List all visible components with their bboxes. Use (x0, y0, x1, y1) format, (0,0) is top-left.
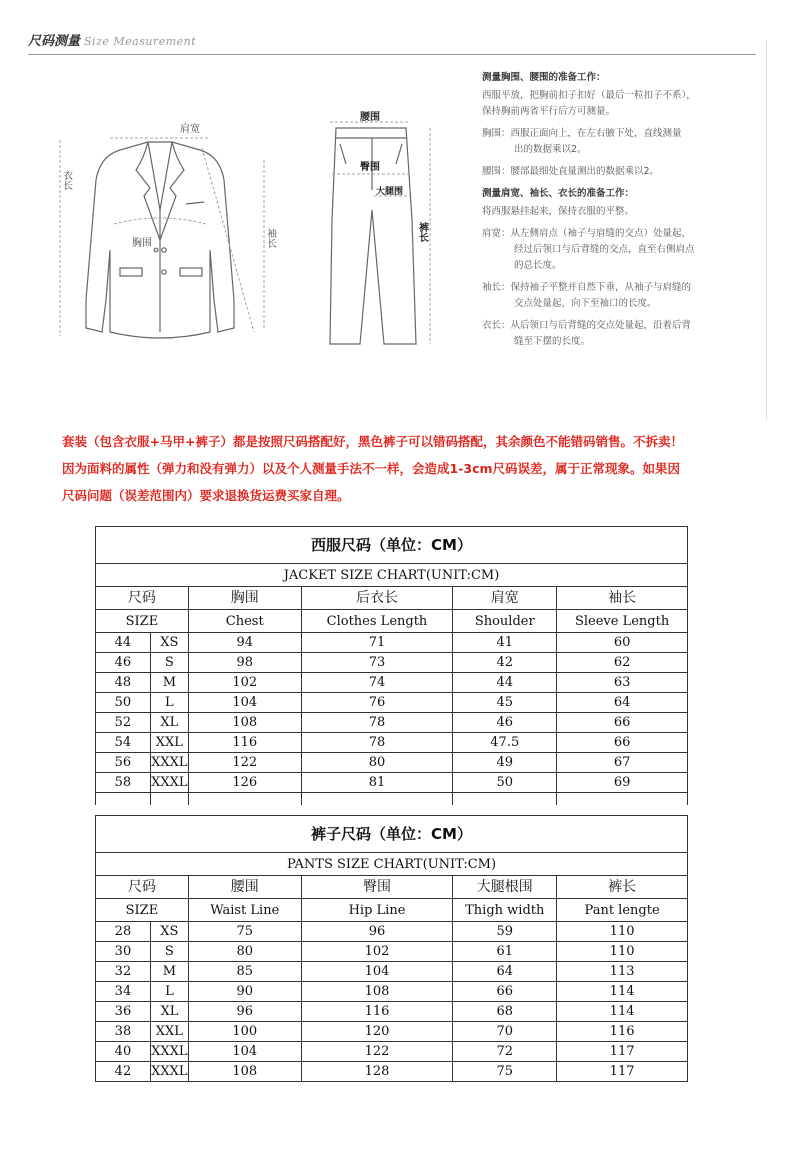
table-cell: 44 (453, 673, 557, 693)
pants-drawing (330, 128, 416, 344)
table-header-row-cn (96, 587, 688, 610)
notice-line: 尺码问题（误差范围内）要求退换货运费买家自理。 (62, 488, 350, 503)
table-cell: 50 (96, 693, 151, 713)
table-cell: XXXL (150, 1062, 188, 1082)
table-cell: 59 (453, 922, 557, 942)
table-cell: 117 (557, 1042, 688, 1062)
label-waist: 腰围 (360, 112, 380, 123)
table-cell: 58 (96, 773, 151, 793)
table-cell: 68 (453, 1002, 557, 1022)
table-header-row-en (96, 899, 688, 922)
table-title: 西服尺码（单位：CM） (96, 527, 688, 564)
table-header-row-cn (96, 876, 688, 899)
table-cell: 40 (96, 1042, 151, 1062)
table-cell: 102 (188, 673, 301, 693)
table-cell: 72 (453, 1042, 557, 1062)
header-cell: 腰围 (188, 876, 301, 899)
table-cell: 78 (301, 733, 453, 753)
table-cell: 66 (453, 982, 557, 1002)
label-hip: 臀围 (360, 162, 380, 173)
table-cell: S (150, 653, 188, 673)
instr-text: 西服平放，把胸前扣子扣好（最后一粒扣子不系）， (482, 90, 696, 101)
table-cell: 66 (557, 713, 688, 733)
instr-text: 胸围：西服正面向上，在左右腋下处，直线测量 (482, 128, 682, 139)
jacket-size-table (95, 526, 688, 805)
table-subtitle-row (96, 564, 688, 587)
table-cell: 49 (453, 753, 557, 773)
table-cell: 96 (301, 922, 453, 942)
table-cell: 63 (557, 673, 688, 693)
table-subtitle: PANTS SIZE CHART(UNIT:CM) (96, 853, 688, 876)
instr-text: 保持胸前两省平行后方可测量。 (482, 106, 616, 117)
table-cell: 44 (96, 633, 151, 653)
header-cell: Hip Line (301, 899, 453, 922)
table-cell: 64 (453, 962, 557, 982)
table-cell: 108 (188, 713, 301, 733)
table-cell: 114 (557, 1002, 688, 1022)
table-row (96, 653, 688, 673)
table-cell: XXXL (150, 753, 188, 773)
table-cell: 66 (557, 733, 688, 753)
label-thigh: 大腿围 (376, 187, 404, 197)
table-row (96, 1042, 688, 1062)
header-cell: Sleeve Length (557, 610, 688, 633)
table-cell: 54 (96, 733, 151, 753)
table-cell: 32 (96, 962, 151, 982)
garment-diagram (40, 100, 460, 370)
table-row (96, 1022, 688, 1042)
table-header-row-en (96, 610, 688, 633)
instr-text: 交点处量起，向下至袖口的长度。 (514, 298, 657, 309)
instr-text: 的总长度。 (514, 260, 562, 271)
spacer-cell (188, 793, 301, 806)
table-cell: 128 (301, 1062, 453, 1082)
instr-heading-2: 测量肩宽、袖长、衣长的准备工作： (482, 188, 635, 199)
table-cell: XXXL (150, 773, 188, 793)
table-cell: 42 (453, 653, 557, 673)
table-cell: XL (150, 1002, 188, 1022)
table-cell: 90 (188, 982, 301, 1002)
table-cell: 126 (188, 773, 301, 793)
table-cell: 81 (301, 773, 453, 793)
table-cell: 94 (188, 633, 301, 653)
table-row (96, 733, 688, 753)
table-cell: 80 (301, 753, 453, 773)
table-cell: 113 (557, 962, 688, 982)
spacer-cell (557, 793, 688, 806)
instr-text: 衣长：从后领口与后背缝的交点处量起，沿着后背 (482, 320, 692, 331)
table-row (96, 673, 688, 693)
table-cell: 46 (96, 653, 151, 673)
table-row (96, 713, 688, 733)
table-subtitle-row (96, 853, 688, 876)
table-row (96, 1002, 688, 1022)
table-cell: L (150, 982, 188, 1002)
instr-text: 经过后领口与后背缝的交点，直至右侧肩点 (514, 244, 695, 255)
table-cell: 30 (96, 942, 151, 962)
header-cell: 肩宽 (453, 587, 557, 610)
table-cell: 45 (453, 693, 557, 713)
header-cell: Pant lengte (557, 899, 688, 922)
notice-line: 因为面料的属性（弹力和没有弹力）以及个人测量手法不一样，会造成1-3cm尺码误差，属于正常现象。如果因 (62, 461, 681, 476)
table-cell: 50 (453, 773, 557, 793)
header-cell: 胸围 (188, 587, 301, 610)
table-row (96, 1062, 688, 1082)
header-cell: SIZE (96, 899, 189, 922)
table-cell: 64 (557, 693, 688, 713)
table-cell: 73 (301, 653, 453, 673)
table-cell: 74 (301, 673, 453, 693)
table-cell: 100 (188, 1022, 301, 1042)
table-spacer-row (96, 793, 688, 806)
header-cell: 袖长 (557, 587, 688, 610)
table-cell: 116 (188, 733, 301, 753)
spacer-cell (96, 793, 151, 806)
table-row (96, 693, 688, 713)
pants-size-table (95, 815, 688, 1082)
section-header (28, 30, 756, 55)
table-cell: 67 (557, 753, 688, 773)
table-cell: XS (150, 922, 188, 942)
table-cell: XS (150, 633, 188, 653)
table-title-row (96, 527, 688, 564)
notice-line: 套装（包含衣服+马甲+裤子）都是按照尺码搭配好，黑色裤子可以错码搭配，其余颜色不能错码销售。不拆卖！ (62, 434, 683, 449)
table-cell: XL (150, 713, 188, 733)
table-title-row (96, 816, 688, 853)
table-cell: 122 (188, 753, 301, 773)
table-cell: 80 (188, 942, 301, 962)
measurement-instructions (482, 70, 752, 350)
table-cell: 56 (96, 753, 151, 773)
table-cell: 108 (188, 1062, 301, 1082)
header-cell: Chest (188, 610, 301, 633)
header-cell: 后衣长 (301, 587, 453, 610)
table-cell: 104 (188, 693, 301, 713)
header-cell: Clothes Length (301, 610, 453, 633)
table-cell: 69 (557, 773, 688, 793)
header-cell: 尺码 (96, 587, 189, 610)
label-sleeve: 袖长 (264, 228, 276, 248)
table-cell: 62 (557, 653, 688, 673)
table-cell: XXL (150, 733, 188, 753)
table-cell: 96 (188, 1002, 301, 1022)
header-cell: 大腿根围 (453, 876, 557, 899)
label-pant-length: 裤长 (416, 222, 428, 242)
table-cell: 76 (301, 693, 453, 713)
table-cell: 71 (301, 633, 453, 653)
table-cell: L (150, 693, 188, 713)
table-cell: 34 (96, 982, 151, 1002)
table-cell: 28 (96, 922, 151, 942)
table-cell: XXXL (150, 1042, 188, 1062)
table-cell: 75 (188, 922, 301, 942)
table-cell: 102 (301, 942, 453, 962)
label-shoulder: 肩宽 (180, 124, 200, 135)
divider (766, 40, 767, 420)
table-cell: 104 (188, 1042, 301, 1062)
header-cell: Thigh width (453, 899, 557, 922)
table-cell: 110 (557, 922, 688, 942)
table-row (96, 922, 688, 942)
spacer-cell (301, 793, 453, 806)
header-cell: Shoulder (453, 610, 557, 633)
table-cell: 36 (96, 1002, 151, 1022)
table-cell: 116 (557, 1022, 688, 1042)
table-row (96, 773, 688, 793)
jacket-drawing (86, 142, 234, 338)
table-cell: XXL (150, 1022, 188, 1042)
table-cell: 75 (453, 1062, 557, 1082)
table-title: 裤子尺码（单位：CM） (96, 816, 688, 853)
table-cell: 60 (557, 633, 688, 653)
table-cell: 47.5 (453, 733, 557, 753)
label-chest: 胸围 (132, 238, 152, 249)
table-cell: 52 (96, 713, 151, 733)
table-cell: 104 (301, 962, 453, 982)
table-cell: M (150, 673, 188, 693)
table-cell: 122 (301, 1042, 453, 1062)
table-cell: 41 (453, 633, 557, 653)
instr-text: 出的数据乘以2。 (514, 144, 587, 155)
table-cell: 120 (301, 1022, 453, 1042)
table-cell: 46 (453, 713, 557, 733)
table-row (96, 633, 688, 653)
table-cell: 48 (96, 673, 151, 693)
instr-heading-1: 测量胸围、腰围的准备工作： (482, 72, 606, 83)
table-cell: 108 (301, 982, 453, 1002)
header-title-cn: 尺码测量 (28, 34, 81, 49)
header-cell: 尺码 (96, 876, 189, 899)
table-row (96, 982, 688, 1002)
table-cell: 70 (453, 1022, 557, 1042)
header-cell: Waist Line (188, 899, 301, 922)
instr-text: 缝至下摆的长度。 (514, 336, 591, 347)
header-title-en: Size Measurement (84, 35, 197, 48)
instr-text: 将西服悬挂起来，保持衣服的平整。 (482, 206, 635, 217)
label-length: 衣长 (60, 170, 72, 190)
table-cell: 42 (96, 1062, 151, 1082)
header-cell: 臀围 (301, 876, 453, 899)
table-cell: S (150, 942, 188, 962)
table-cell: 117 (557, 1062, 688, 1082)
spacer-cell (453, 793, 557, 806)
table-cell: 110 (557, 942, 688, 962)
table-cell: 38 (96, 1022, 151, 1042)
instr-text: 袖长：保持袖子平整并自然下垂，从袖子与肩缝的 (482, 282, 692, 293)
table-cell: M (150, 962, 188, 982)
instr-text: 腰围：腰部最细处直量测出的数据乘以2。 (482, 166, 660, 177)
table-cell: 61 (453, 942, 557, 962)
table-row (96, 753, 688, 773)
table-row (96, 962, 688, 982)
table-row (96, 942, 688, 962)
header-cell: 裤长 (557, 876, 688, 899)
table-cell: 98 (188, 653, 301, 673)
table-cell: 116 (301, 1002, 453, 1022)
table-cell: 85 (188, 962, 301, 982)
header-cell: SIZE (96, 610, 189, 633)
instr-text: 肩宽：从左侧肩点（袖子与肩缝的交点）处量起， (482, 228, 692, 239)
notice (62, 428, 762, 509)
table-subtitle: JACKET SIZE CHART(UNIT:CM) (96, 564, 688, 587)
measurement-illustration (40, 100, 460, 370)
table-cell: 114 (557, 982, 688, 1002)
table-cell: 78 (301, 713, 453, 733)
spacer-cell (150, 793, 188, 806)
